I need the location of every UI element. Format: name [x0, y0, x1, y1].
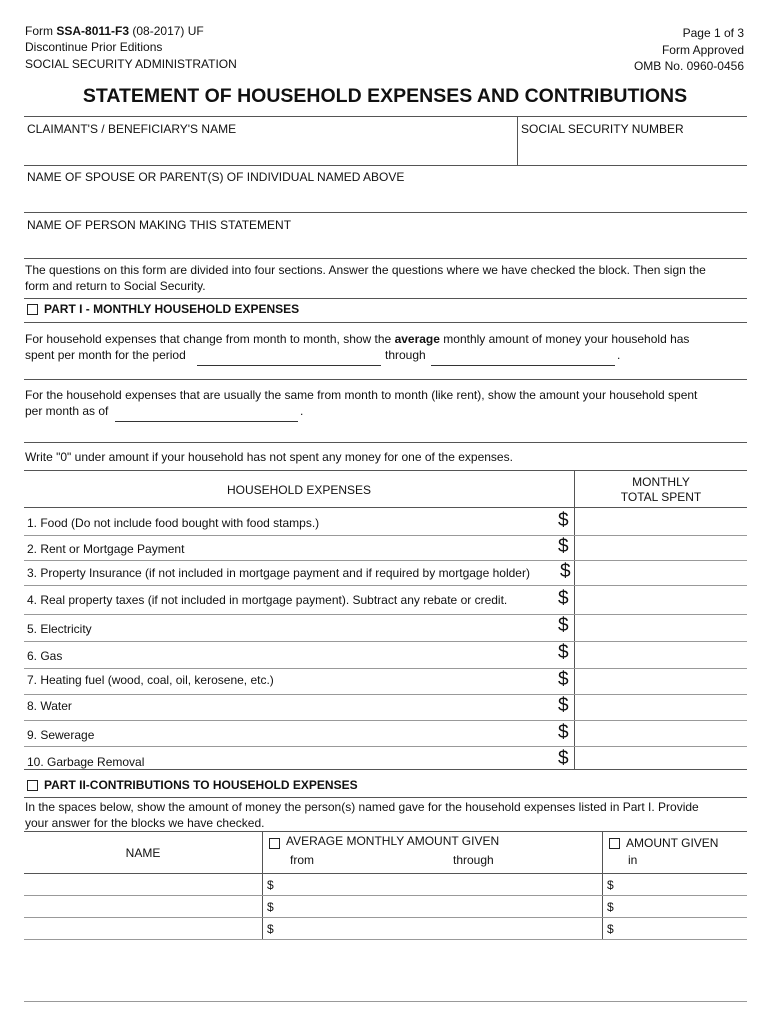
spouse-name-label: NAME OF SPOUSE OR PARENT(S) OF INDIVIDUAL NAMED ABOVE	[27, 170, 405, 184]
expense-label-heating-fuel: 7. Heating fuel (wood, coal, oil, kerosene, etc.)	[27, 673, 274, 687]
average-bold: average	[394, 332, 440, 346]
claimant-name-field[interactable]	[24, 137, 516, 165]
amount-given-header: AMOUNT GIVEN	[626, 836, 719, 850]
contributor-name-field[interactable]	[24, 918, 262, 939]
rent-amount-field[interactable]	[575, 536, 747, 560]
heating-fuel-amount-field[interactable]	[575, 669, 747, 694]
discontinue-note: Discontinue Prior Editions	[25, 40, 163, 54]
divider	[24, 442, 747, 443]
page-title: STATEMENT OF HOUSEHOLD EXPENSES AND CONTRIBUTIONS	[82, 85, 688, 107]
divider	[24, 379, 747, 380]
dollar-sign: $	[607, 922, 614, 936]
divider	[24, 116, 747, 117]
expense-label-sewerage: 9. Sewerage	[27, 728, 95, 742]
zero-note: Write "0" under amount if your household has not spent any money for one of the expenses.	[25, 450, 513, 464]
form-number-bold: SSA-8011-F3	[56, 24, 130, 38]
dollar-sign: $	[560, 561, 571, 582]
spouse-name-field[interactable]	[24, 186, 747, 212]
garbage-amount-field[interactable]	[575, 747, 747, 769]
part2-title: PART II-CONTRIBUTIONS TO HOUSEHOLD EXPENSES	[44, 778, 358, 792]
dollar-sign: $	[607, 900, 614, 914]
divider	[24, 298, 747, 299]
part1-title: PART I - MONTHLY HOUSEHOLD EXPENSES	[44, 302, 300, 316]
from-label: from	[290, 853, 314, 867]
amount-given-checkbox[interactable]	[609, 838, 620, 849]
average-amount-field[interactable]	[263, 918, 602, 939]
part2-checkbox[interactable]	[27, 780, 38, 791]
dollar-sign: $	[267, 900, 274, 914]
expense-label-food: 1. Food (Do not include food bought with food stamps.)	[27, 516, 320, 530]
person-name-label: NAME OF PERSON MAKING THIS STATEMENT	[27, 218, 292, 232]
expense-label-insurance: 3. Property Insurance (if not included in mortgage payment and if required by mortgage holder)	[27, 566, 530, 580]
intro-line-2: form and return to Social Security.	[25, 279, 206, 293]
period-end-punct: .	[617, 348, 621, 362]
food-amount-field[interactable]	[575, 508, 747, 535]
as-of-label: per month as of	[25, 404, 109, 418]
ssn-label: SOCIAL SECURITY NUMBER	[521, 122, 684, 136]
sewerage-amount-field[interactable]	[575, 721, 747, 746]
divider	[24, 769, 747, 770]
average-monthly-checkbox[interactable]	[269, 838, 280, 849]
divider	[24, 797, 747, 798]
expense-label-garbage: 10. Garbage Removal	[27, 755, 145, 769]
average-text-post: monthly amount of money your household has	[439, 332, 690, 346]
form-prefix: Form	[25, 24, 57, 38]
intro-line-1: The questions on this form are divided into four sections. Answer the questions where we have checked the block. Then sign the	[25, 263, 706, 277]
part2-desc-1: In the spaces below, show the amount of money the person(s) named gave for the household expenses listed in Part I. Provide	[25, 800, 699, 814]
dollar-sign: $	[267, 878, 274, 892]
dollar-sign: $	[558, 588, 569, 609]
period-end-field[interactable]	[431, 365, 615, 366]
in-label: in	[628, 853, 638, 867]
part1-checkbox[interactable]	[27, 304, 38, 315]
monthly-header-2: TOTAL SPENT	[620, 490, 702, 504]
dollar-sign: $	[558, 536, 569, 557]
footer-divider	[24, 1001, 747, 1002]
divider	[24, 831, 747, 832]
expense-label-water: 8. Water	[27, 699, 72, 713]
average-amount-field[interactable]	[263, 874, 602, 895]
name-column-header: NAME	[125, 846, 161, 860]
gas-amount-field[interactable]	[575, 642, 747, 668]
expense-label-rent: 2. Rent or Mortgage Payment	[27, 542, 185, 556]
dollar-sign: $	[558, 669, 569, 690]
page-number: Page 1 of 3	[682, 26, 744, 40]
agency-name: SOCIAL SECURITY ADMINISTRATION	[25, 57, 237, 71]
same-instruction: For the household expenses that are usually the same from month to month (like rent), show the amount your household spent	[25, 388, 698, 402]
form-approved: Form Approved	[661, 43, 744, 57]
ssn-field[interactable]	[518, 137, 747, 165]
dollar-sign: $	[558, 642, 569, 663]
dollar-sign: $	[607, 878, 614, 892]
average-monthly-header: AVERAGE MONTHLY AMOUNT GIVEN	[286, 834, 500, 848]
through-label: through	[385, 348, 426, 362]
dollar-sign: $	[267, 922, 274, 936]
insurance-amount-field[interactable]	[575, 561, 747, 585]
dollar-sign: $	[558, 748, 569, 769]
divider	[24, 322, 747, 323]
period-label: spent per month for the period	[25, 348, 186, 362]
taxes-amount-field[interactable]	[575, 586, 747, 614]
amount-given-field[interactable]	[603, 896, 747, 917]
water-amount-field[interactable]	[575, 695, 747, 720]
as-of-punct: .	[300, 404, 304, 418]
expense-label-electricity: 5. Electricity	[27, 622, 92, 636]
amount-given-field[interactable]	[603, 874, 747, 895]
divider	[24, 470, 747, 471]
contributor-name-field[interactable]	[24, 896, 262, 917]
claimant-name-label: CLAIMANT'S / BENEFICIARY'S NAME	[27, 122, 237, 136]
electricity-amount-field[interactable]	[575, 615, 747, 641]
contributor-name-field[interactable]	[24, 874, 262, 895]
monthly-header-1: MONTHLY	[632, 475, 690, 489]
divider	[24, 258, 747, 259]
person-name-field[interactable]	[24, 234, 747, 258]
dollar-sign: $	[558, 695, 569, 716]
part2-desc-2: your answer for the blocks we have checked.	[25, 816, 265, 830]
divider	[24, 165, 747, 166]
dollar-sign: $	[558, 615, 569, 636]
as-of-date-field[interactable]	[115, 421, 298, 422]
dollar-sign: $	[558, 510, 569, 531]
form-number	[25, 24, 204, 39]
expense-label-property-taxes: 4. Real property taxes (if not included in mortgage payment). Subtract any rebate or credit.	[27, 593, 508, 607]
amount-given-field[interactable]	[603, 918, 747, 939]
divider	[24, 212, 747, 213]
average-text-pre: For household expenses that change from month to month, show the	[25, 332, 395, 346]
dollar-sign: $	[558, 722, 569, 743]
average-instruction	[25, 332, 689, 347]
expense-label-gas: 6. Gas	[27, 649, 63, 663]
through-label-part2: through	[453, 853, 494, 867]
omb-number: OMB No. 0960-0456	[633, 59, 744, 73]
row-divider	[24, 939, 747, 940]
average-amount-field[interactable]	[263, 896, 602, 917]
period-start-field[interactable]	[197, 365, 381, 366]
household-expenses-header: HOUSEHOLD EXPENSES	[226, 483, 372, 497]
form-suffix: (08-2017) UF	[129, 24, 204, 38]
